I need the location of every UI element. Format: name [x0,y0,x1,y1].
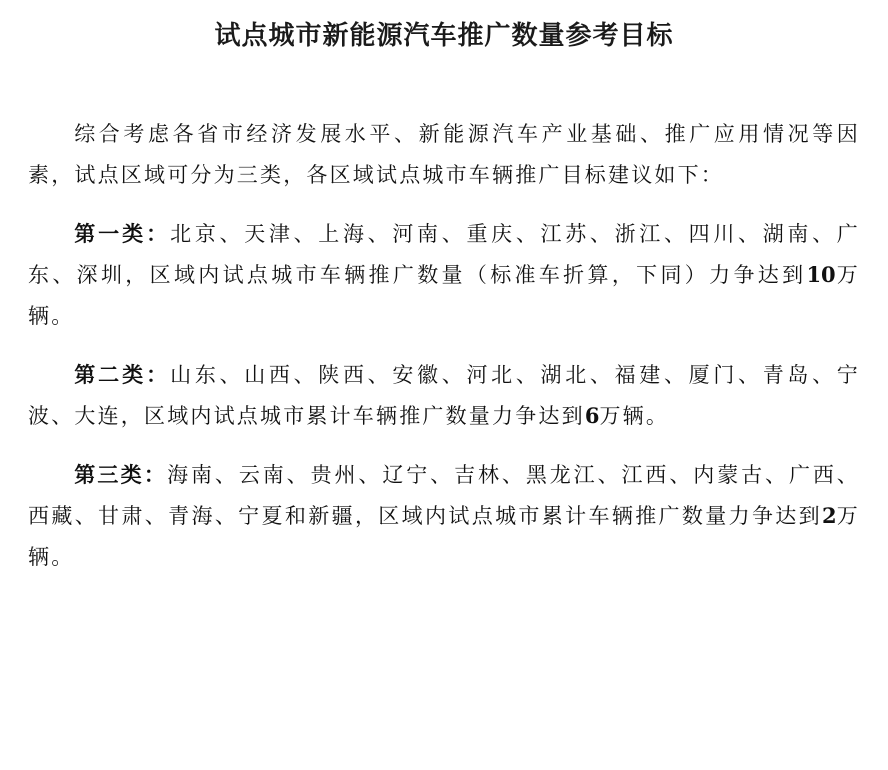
category-paragraph-1 [28,214,860,337]
category-2-text-before: 山东、山西、陕西、安徽、河北、湖北、福建、厦门、青岛、宁波、大连，区域内试点城市累计车辆推广数量力争达到 [28,363,860,429]
category-3-text-after: 万辆。 [28,503,861,569]
category-3-number: 2 [822,502,837,528]
category-2-lead: 第二类： [74,362,171,388]
category-1-text-after: 万辆。 [28,263,860,329]
category-2-number: 6 [584,403,600,429]
page-title: 试点城市新能源汽车推广数量参考目标 [214,21,674,51]
category-1-number: 10 [806,262,836,288]
document-body [0,114,888,577]
category-paragraph-3 [28,455,860,578]
intro-paragraph: 综合考虑各省市经济发展水平、新能源汽车产业基础、推广应用情况等因素，试点区域可分为三类，各区域试点城市车辆推广目标建议如下： [28,122,860,188]
category-2-text-after: 万辆。 [599,404,670,429]
category-1-lead: 第一类： [74,221,171,247]
category-1-text-before: 北京、天津、上海、河南、重庆、江苏、浙江、四川、湖南、广东、深圳，区域内试点城市车辆推广数量（标准车折算，下同）力争达到 [28,222,860,288]
category-3-text-before: 海南、云南、贵州、辽宁、吉林、黑龙江、江西、内蒙古、广西、西藏、甘肃、青海、宁夏和新疆，区域内试点城市累计车辆推广数量力争达到 [28,462,860,528]
category-paragraph-2 [28,355,860,437]
category-3-lead: 第三类： [74,461,168,487]
